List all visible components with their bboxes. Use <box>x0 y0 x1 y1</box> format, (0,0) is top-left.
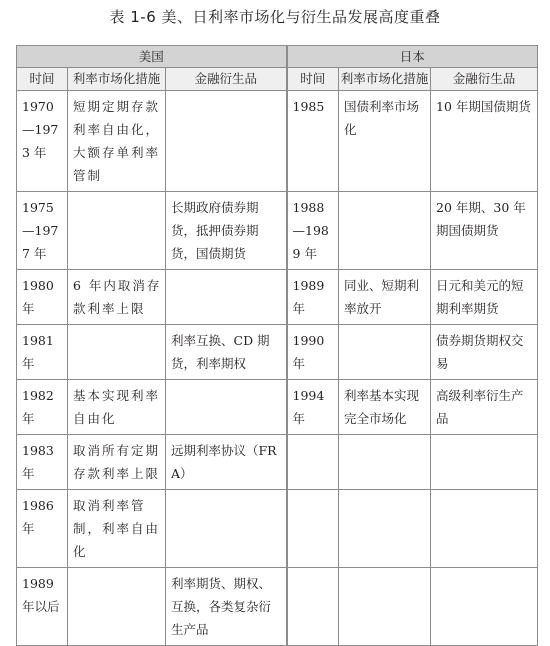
cell-jp-time: 1990 年 <box>287 325 339 380</box>
cell-jp-time: 1985 <box>287 91 339 192</box>
cell-jp-time: 1994 年 <box>287 380 339 435</box>
cell-us-derivative <box>166 490 287 568</box>
cell-us-time: 1970—1973 年 <box>17 91 68 192</box>
cell-jp-measure: 利率基本实现完全市场化 <box>339 380 431 435</box>
cell-us-time: 1975—1977 年 <box>17 192 68 270</box>
cell-us-time: 1983 年 <box>17 435 68 490</box>
table-row <box>17 270 538 325</box>
cell-jp-derivative <box>431 568 538 646</box>
cell-us-derivative: 利率互换、CD 期货，利率期权 <box>166 325 287 380</box>
cell-us-measure: 基本实现利率自由化 <box>68 380 166 435</box>
cell-jp-measure: 同业、短期利率放开 <box>339 270 431 325</box>
cell-jp-derivative <box>431 490 538 568</box>
cell-jp-measure <box>339 192 431 270</box>
cell-jp-time <box>287 490 339 568</box>
comparison-table <box>16 45 538 646</box>
table-row <box>17 568 538 646</box>
cell-us-derivative: 长期政府债券期货，抵押债券期货，国债期货 <box>166 192 287 270</box>
table-row <box>17 325 538 380</box>
cell-jp-derivative: 债券期货期权交易 <box>431 325 538 380</box>
cell-jp-time: 1989 年 <box>287 270 339 325</box>
cell-us-derivative <box>166 91 287 192</box>
cell-us-time: 1981 年 <box>17 325 68 380</box>
cell-us-measure <box>68 568 166 646</box>
table-title: 表 1-6 美、日利率市场化与衍生品发展高度重叠 <box>109 8 441 26</box>
cell-us-measure: 取消所有定期存款利率上限 <box>68 435 166 490</box>
table-row <box>17 91 538 192</box>
japan-header: 日本 <box>287 46 538 68</box>
table-row <box>17 380 538 435</box>
cell-us-measure <box>68 192 166 270</box>
cell-us-measure <box>68 325 166 380</box>
cell-us-derivative: 利率期货、期权、互换，各类复杂衍生产品 <box>166 568 287 646</box>
column-header-row <box>17 68 538 91</box>
cell-jp-measure <box>339 568 431 646</box>
cell-us-measure: 短期定期存款利率自由化，大额存单利率管制 <box>68 91 166 192</box>
cell-jp-derivative: 高级利率衍生产品 <box>431 380 538 435</box>
cell-us-measure: 取消利率管制，利率自由化 <box>68 490 166 568</box>
col-header-jp-measure: 利率市场化措施 <box>339 68 431 91</box>
cell-jp-measure <box>339 325 431 380</box>
col-header-us-deriv: 金融衍生品 <box>166 68 287 91</box>
col-header-us-measure: 利率市场化措施 <box>68 68 166 91</box>
country-header-row <box>17 46 538 68</box>
table-row <box>17 490 538 568</box>
cell-us-derivative <box>166 380 287 435</box>
cell-jp-derivative: 日元和美元的短期利率期货 <box>431 270 538 325</box>
col-header-jp-deriv: 金融衍生品 <box>431 68 538 91</box>
cell-jp-derivative: 10 年期国债期货 <box>431 91 538 192</box>
cell-us-time: 1982 年 <box>17 380 68 435</box>
cell-us-measure: 6 年内取消存款利率上限 <box>68 270 166 325</box>
cell-jp-time <box>287 435 339 490</box>
cell-us-derivative <box>166 270 287 325</box>
cell-jp-derivative: 20 年期、30 年期国债期货 <box>431 192 538 270</box>
cell-jp-measure <box>339 490 431 568</box>
cell-jp-measure: 国债利率市场化 <box>339 91 431 192</box>
table-row <box>17 192 538 270</box>
table-body <box>17 91 538 646</box>
us-header: 美国 <box>17 46 287 68</box>
cell-us-time: 1980 年 <box>17 270 68 325</box>
cell-us-time: 1989 年以后 <box>17 568 68 646</box>
table-row <box>17 435 538 490</box>
cell-jp-time <box>287 568 339 646</box>
cell-jp-derivative <box>431 435 538 490</box>
cell-jp-time: 1988—1989 年 <box>287 192 339 270</box>
cell-us-derivative: 远期利率协议（FRA） <box>166 435 287 490</box>
col-header-us-time: 时间 <box>17 68 68 91</box>
cell-us-time: 1986 年 <box>17 490 68 568</box>
cell-jp-measure <box>339 435 431 490</box>
col-header-jp-time: 时间 <box>287 68 339 91</box>
